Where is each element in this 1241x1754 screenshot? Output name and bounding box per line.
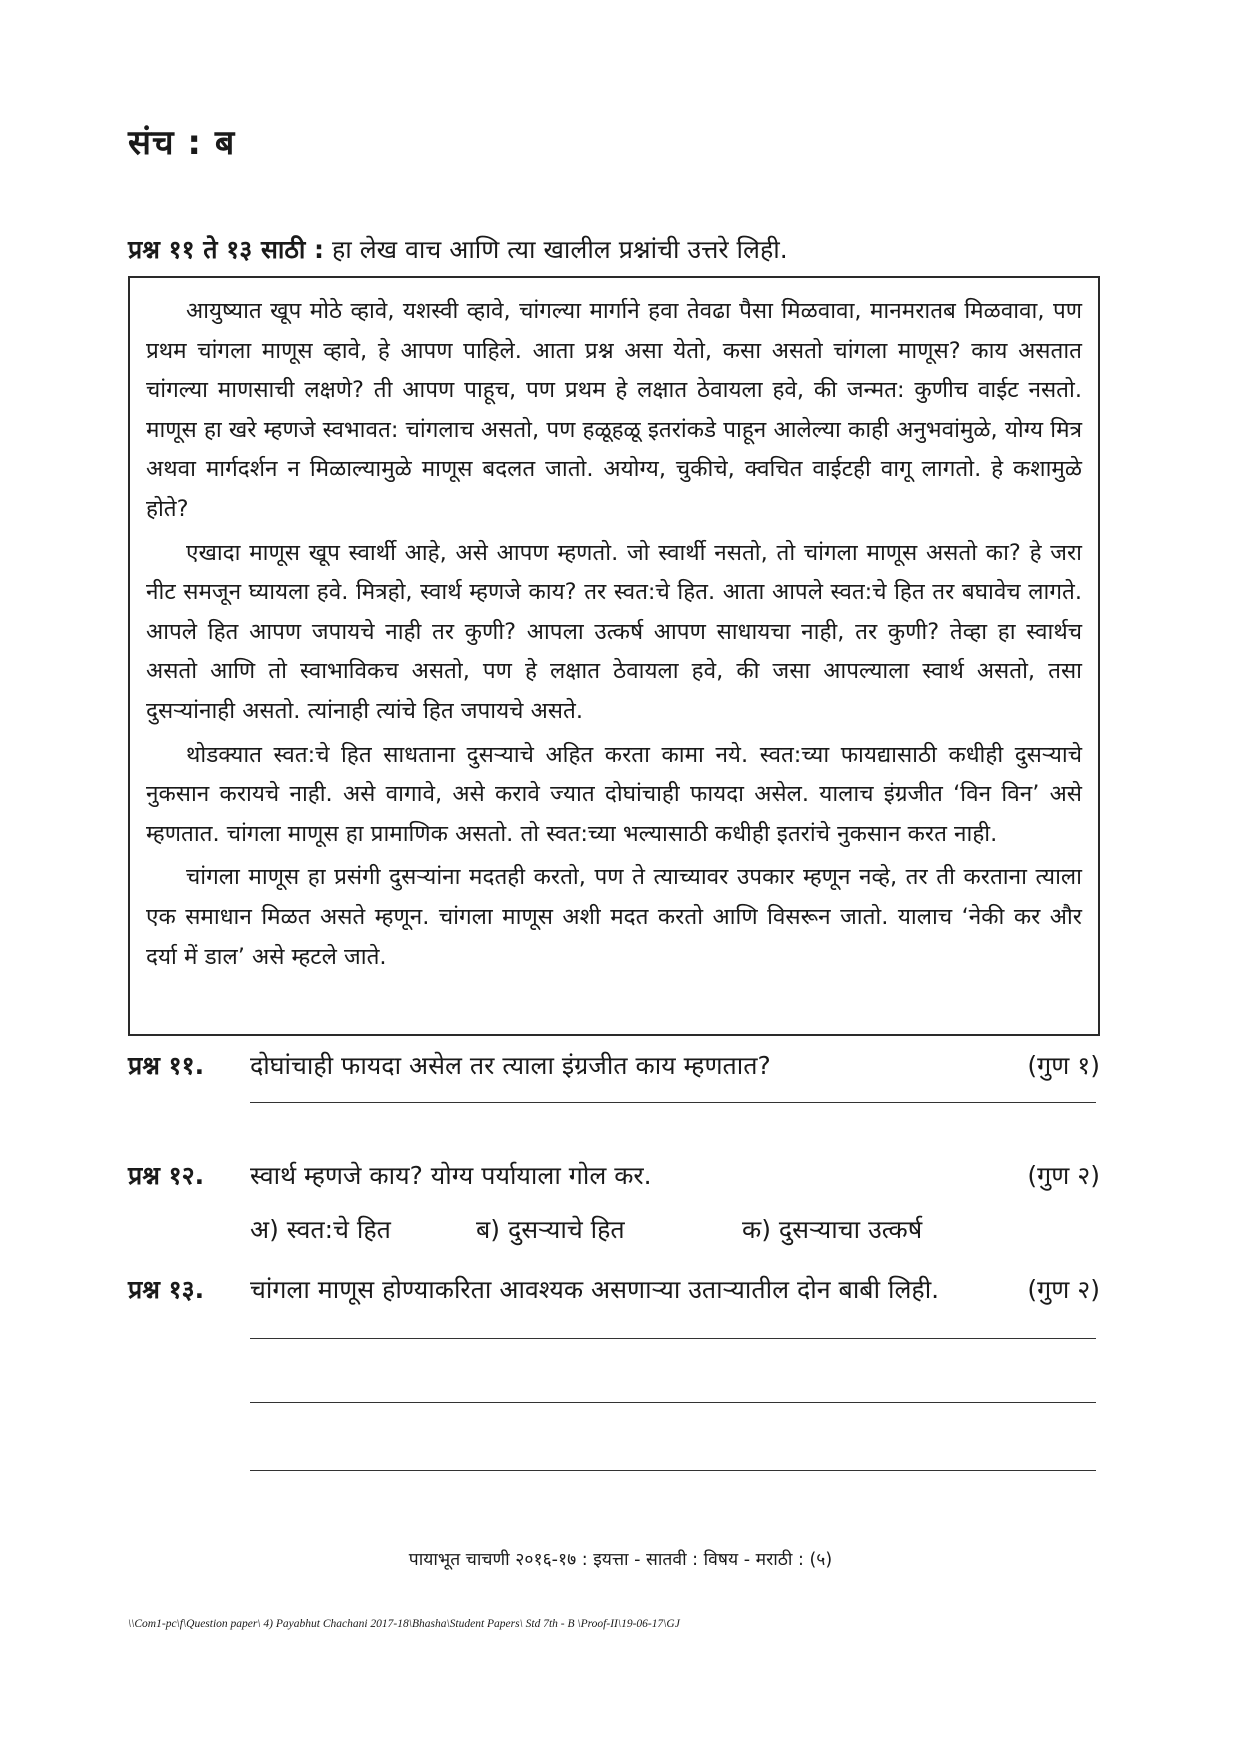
passage-paragraph-2: एखादा माणूस खूप स्वार्थी आहे, असे आपण म्हणतो. जो स्वार्थी नसतो, तो चांगला माणूस असतो का? हे जरा नीट समजून घ्यायला हवे. मित्रहो, स्वार्थ म्हणजे काय? तर स्वत:चे हित. आता आपले स्वत:चे हित तर बघावेच लागते. आपले हित आपण जपायचे नाही तर कुणी? आपला उत्कर्ष आपण साधायचा नाही, तर कुणी? तेव्हा हा स्वार्थच असतो आणि तो स्वाभाविकच असतो, पण हे लक्षात ठेवायला हवे, की जसा आपल्याला स्वार्थ असतो, तसा दुसऱ्यांनाही असतो. त्यांनाही त्यांचे हित जपायचे असते. xyxy=(146,539,1082,724)
question-text: चांगला माणूस होण्याकरिता आवश्यक असणाऱ्या उताऱ्यातील दोन बाबी लिही. xyxy=(250,1275,940,1304)
passage-paragraph-1: आयुष्यात खूप मोठे व्हावे, यशस्वी व्हावे, चांगल्या मार्गाने हवा तेवढा पैसा मिळवावा, मानमरातब मिळवावा, पण प्रथम चांगला माणूस व्हावे, हे आपण पाहिले. आता प्रश्न असा येतो, कसा असतो चांगला माणूस? काय असतात चांगल्या माणसाची लक्षणे? ती आपण पाहूच, पण प्रथम हे लक्षात ठेवायला हवे, की जन्मत: कुणीच वाईट नसतो. माणूस हा खरे म्हणजे स्वभावत: चांगलाच असतो, पण हळूहळू इतरांकडे पाहून आलेल्या काही अनुभवांमुळे, योग्य मित्र अथवा मार्गदर्शन न मिळाल्यामुळे माणूस बदलत जातो. अयोग्य, चुकीचे, क्वचित वाईटही वागू लागतो. हे कशामुळे होते? xyxy=(146,298,1082,522)
question-marks: (गुण २) xyxy=(1027,1161,1100,1190)
question-number: प्रश्न १३. xyxy=(128,1275,205,1304)
page-footer: पायाभूत चाचणी २०१६-१७ : इयत्ता - सातवी : विषय - मराठी : (५) xyxy=(408,1550,833,1570)
question-12 xyxy=(128,1158,1100,1192)
file-path: \\Com1-pc\f\Question paper\ 4) Payabhut Chachani 2017-18\Bhasha\Student Papers\ Std 7th - B \Proof-II\19-06-17\GJ xyxy=(128,1618,680,1630)
question-marks: (गुण १) xyxy=(1027,1051,1100,1080)
question-11 xyxy=(128,1048,1100,1082)
instruction-lead: प्रश्न ११ ते १३ साठी : xyxy=(128,235,325,264)
passage-box xyxy=(128,276,1100,1036)
answer-line[interactable] xyxy=(250,1338,1096,1339)
passage-paragraph-3: थोडक्यात स्वत:चे हित साधताना दुसऱ्याचे अहित करता कामा नये. स्वत:च्या फायद्यासाठी कधीही दुसऱ्याचे नुकसान करायचे नाही. असे वागावे, असे करावे ज्यात दोघांचाही फायदा असेल. यालाच इंग्रजीत ‘विन विन’ असे म्हणतात. चांगला माणूस हा प्रामाणिक असतो. तो स्वत:च्या भल्यासाठी कधीही इतरांचे नुकसान करत नाही. xyxy=(146,741,1082,847)
question-13 xyxy=(128,1272,1100,1306)
option-c[interactable]: क) दुसऱ्याचा उत्कर्ष xyxy=(742,1215,923,1244)
set-heading: संच : ब xyxy=(128,123,236,163)
question-number: प्रश्न ११. xyxy=(128,1051,205,1080)
instruction-text: हा लेख वाच आणि त्या खालील प्रश्नांची उत्तरे लिही. xyxy=(324,235,788,264)
question-number: प्रश्न १२. xyxy=(128,1161,205,1190)
answer-line[interactable] xyxy=(250,1102,1096,1103)
option-a[interactable]: अ) स्वत:चे हित xyxy=(250,1215,391,1244)
question-text: स्वार्थ म्हणजे काय? योग्य पर्यायाला गोल कर. xyxy=(250,1161,652,1190)
instruction xyxy=(128,232,788,266)
question-marks: (गुण २) xyxy=(1027,1275,1100,1304)
option-b[interactable]: ब) दुसऱ्याचे हित xyxy=(476,1215,625,1244)
passage-paragraph-4: चांगला माणूस हा प्रसंगी दुसऱ्यांना मदतही करतो, पण ते त्याच्यावर उपकार म्हणून नव्हे, तर ती करताना त्याला एक समाधान मिळत असते म्हणून. चांगला माणूस अशी मदत करतो आणि विसरून जातो. यालाच ‘नेकी कर और दर्या में डाल’ असे म्हटले जाते. xyxy=(146,864,1082,970)
question-text: दोघांचाही फायदा असेल तर त्याला इंग्रजीत काय म्हणतात? xyxy=(250,1051,771,1080)
answer-line[interactable] xyxy=(250,1402,1096,1403)
answer-line[interactable] xyxy=(250,1470,1096,1471)
